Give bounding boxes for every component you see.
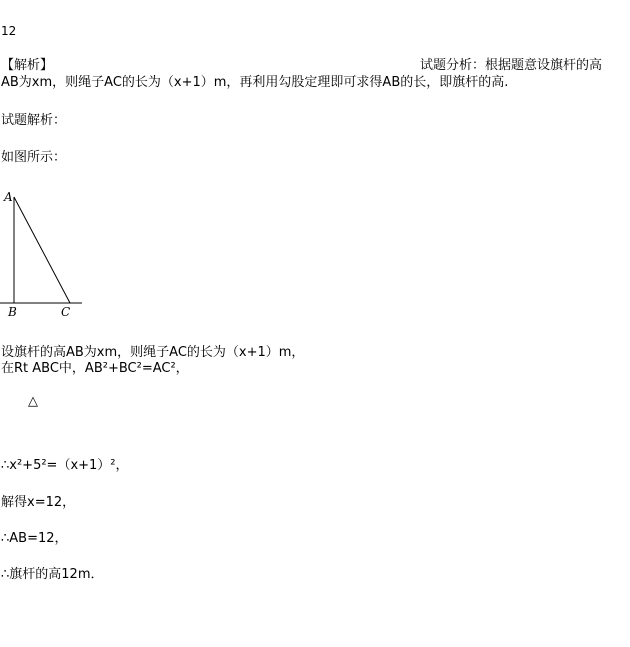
analysis-header: 【解析】 xyxy=(1,58,54,73)
rope-ac-line xyxy=(14,197,70,303)
solution-label: 试题解析： xyxy=(1,113,67,128)
solution-line-5: ∴AB=12， xyxy=(1,531,68,546)
as-figure-label: 如图所示： xyxy=(1,150,67,165)
answer-number: 12 xyxy=(1,24,17,38)
analysis-hint-line-1: 试题分析：根据题意设旗杆的高 xyxy=(420,58,603,73)
analysis-hint-line-2: AB为xm，则绳子AC的长为（x+1）m，再利用勾股定理即可求得AB的长，即旗杆的高. xyxy=(1,75,509,90)
vertex-a-label: A xyxy=(4,190,13,204)
solution-line-2: 在Rt ABC中，AB²+BC²=AC²， xyxy=(1,361,189,376)
triangle-symbol: △ xyxy=(28,394,38,409)
solution-line-3: ∴x²+5²=（x+1）²， xyxy=(1,458,129,473)
solution-line-1: 设旗杆的高AB为xm，则绳子AC的长为（x+1）m， xyxy=(1,345,305,360)
vertex-c-label: C xyxy=(61,305,71,319)
solution-line-4: 解得x=12， xyxy=(1,495,76,510)
right-triangle-figure xyxy=(0,185,90,320)
vertex-b-label: B xyxy=(8,305,17,319)
solution-line-6: ∴旗杆的高12m． xyxy=(1,567,104,582)
